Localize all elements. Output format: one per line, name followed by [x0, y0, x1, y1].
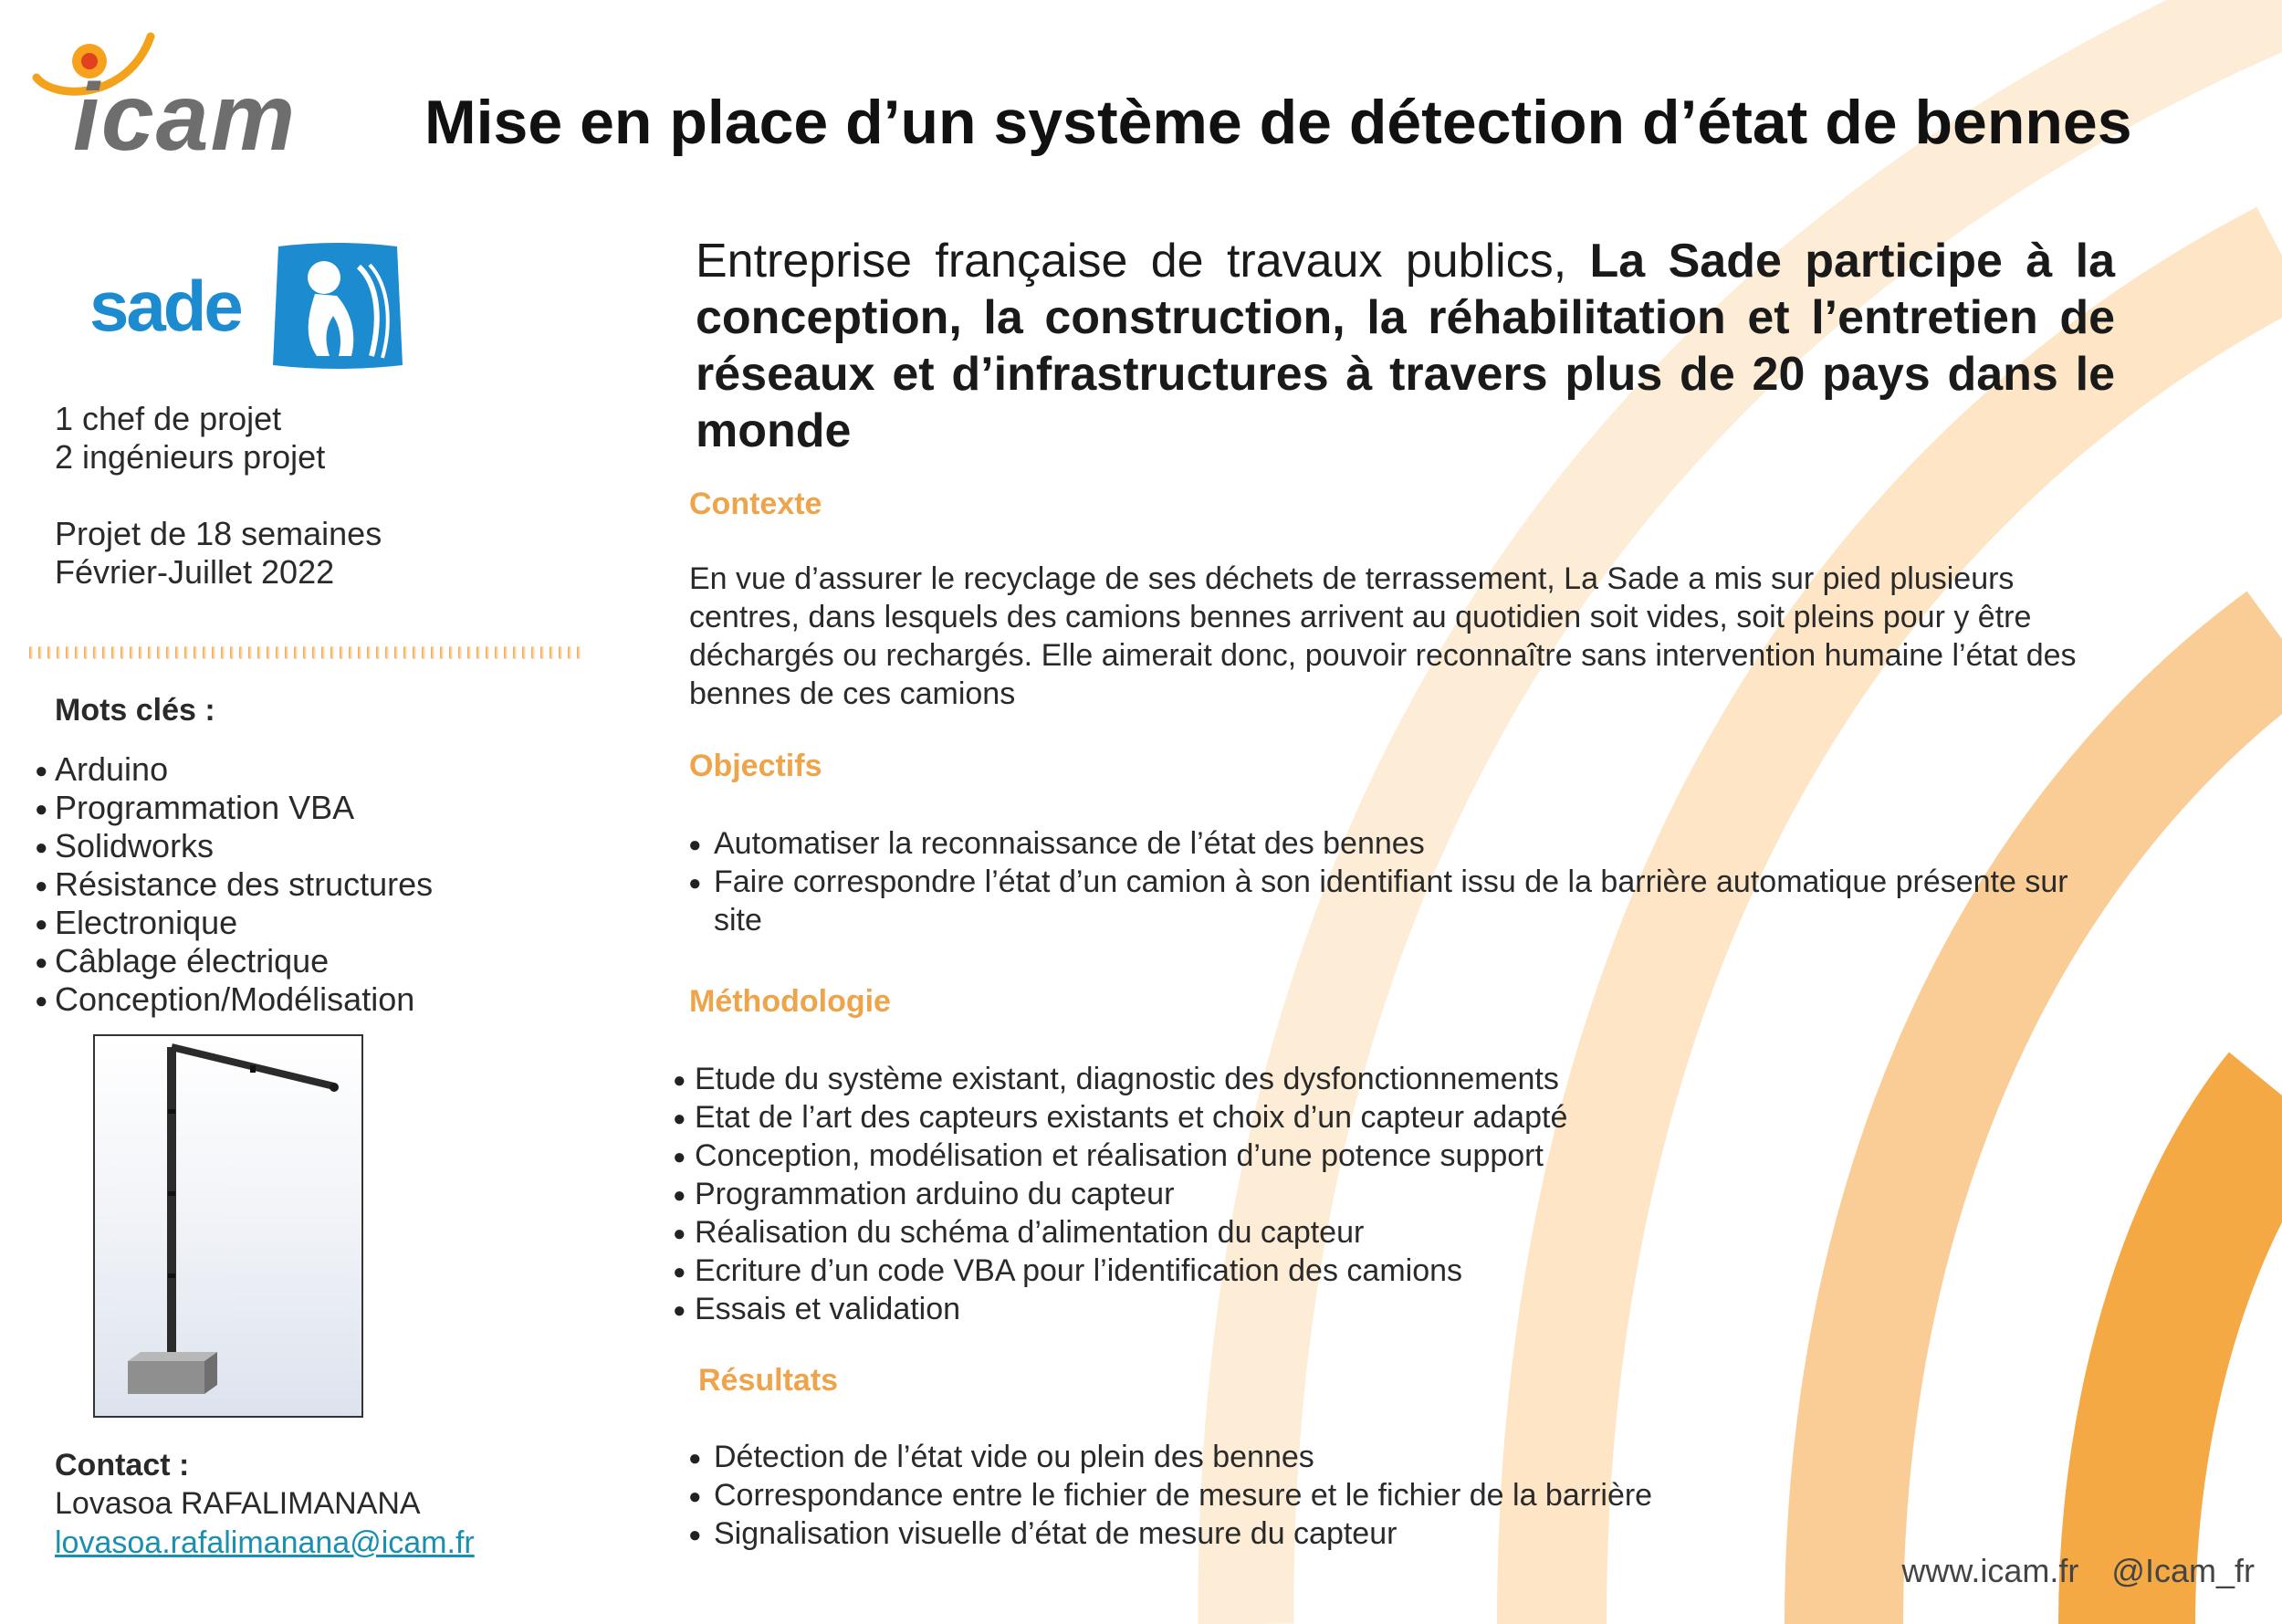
- company-intro-plain: Entreprise française de travaux publics,: [696, 235, 1590, 288]
- result-item: ● Correspondance entre le fichier de mesure et le fichier de la barrière: [690, 1476, 2096, 1514]
- methodology-item: ● Réalisation du schéma d’alimentation du capteur: [673, 1213, 1951, 1252]
- contact-name: Lovasoa RAFALIMANANA: [55, 1486, 421, 1521]
- keywords-heading: Mots clés :: [55, 693, 215, 728]
- objective-item: ● Automatiser la reconnaissance de l’état des bennes: [690, 824, 2096, 863]
- methodology-item: ● Ecriture d’un code VBA pour l’identification des camions: [673, 1252, 1951, 1290]
- footer-website-link[interactable]: www.icam.fr: [1901, 1552, 2079, 1589]
- keyword-item: ● Conception/Modélisation: [35, 980, 601, 1019]
- objectives-list: [690, 824, 2096, 939]
- methodology-heading: Méthodologie: [689, 984, 891, 1019]
- keyword-item: ● Câblage électrique: [35, 942, 601, 980]
- potence-render-image: [93, 1034, 363, 1418]
- team-info: [55, 400, 602, 592]
- team-line-3: Projet de 18 semaines: [55, 515, 382, 552]
- contact-heading: Contact :: [55, 1448, 190, 1483]
- methodology-item: ● Programmation arduino du capteur: [673, 1175, 1951, 1213]
- icam-logo: [27, 14, 301, 171]
- keywords-list: [35, 750, 601, 1019]
- keyword-item: ● Electronique: [35, 904, 601, 942]
- context-text: En vue d’assurer le recyclage de ses déchets de terrassement, La Sade a mis sur pied plusieurs centres, dans lesquels des camions bennes arrivent au quotidien soit vides, soit pleins pour y être déchargés ou rechargés. Elle aimerait donc, pouvoir reconnaître sans intervention humaine l’état des bennes de ces camions: [689, 561, 2077, 711]
- contact-email-link[interactable]: lovasoa.rafalimanana@icam.fr: [55, 1525, 475, 1560]
- icam-logo-text: icam: [73, 65, 298, 171]
- sade-emblem-icon: [269, 239, 406, 372]
- methodology-item: ● Etat de l’art des capteurs existants et choix d’un capteur adapté: [673, 1098, 1951, 1137]
- team-line-1: 1 chef de projet: [55, 400, 282, 437]
- contact-block: [55, 1446, 621, 1562]
- footer-social-handle[interactable]: @Icam_fr: [2111, 1552, 2255, 1589]
- context-heading: Contexte: [689, 487, 822, 521]
- team-line-2: 2 ingénieurs projet: [55, 438, 326, 476]
- methodology-item: ● Essais et validation: [673, 1290, 1951, 1328]
- footer-links: [1901, 1552, 2255, 1590]
- keyword-item: ● Solidworks: [35, 827, 601, 865]
- dotted-divider: [27, 644, 584, 661]
- result-item: ● Signalisation visuelle d’état de mesure du capteur: [690, 1514, 2096, 1553]
- keyword-item: ● Programmation VBA: [35, 789, 601, 827]
- objective-item: ● Faire correspondre l’état d’un camion à son identifiant issu de la barrière automatique présente sur site: [690, 863, 2096, 939]
- company-intro-bold: La Sade participe à la conception, la construction, la réhabilitation et l’entretien de réseaux et d’infrastructures à travers plus de 20 pays dans le monde: [696, 235, 2116, 457]
- sade-logo-text: sade: [89, 266, 241, 346]
- page-title: Mise en place d’un système de détection d’état de bennes: [424, 88, 2132, 157]
- results-list: [690, 1438, 2096, 1553]
- objectives-heading: Objectifs: [689, 749, 822, 783]
- company-intro: [696, 233, 2115, 459]
- sade-logo: [89, 239, 409, 376]
- methodology-item: ● Etude du système existant, diagnostic des dysfonctionnements: [673, 1060, 1951, 1098]
- team-line-4: Février-Juillet 2022: [55, 553, 335, 591]
- result-item: ● Détection de l’état vide ou plein des bennes: [690, 1438, 2096, 1476]
- keyword-item: ● Arduino: [35, 750, 601, 789]
- results-heading: Résultats: [698, 1363, 839, 1398]
- keyword-item: ● Résistance des structures: [35, 865, 601, 904]
- methodology-list: [673, 1060, 1951, 1328]
- potence-drawing: [95, 1036, 361, 1416]
- methodology-item: ● Conception, modélisation et réalisation d’une potence support: [673, 1137, 1951, 1175]
